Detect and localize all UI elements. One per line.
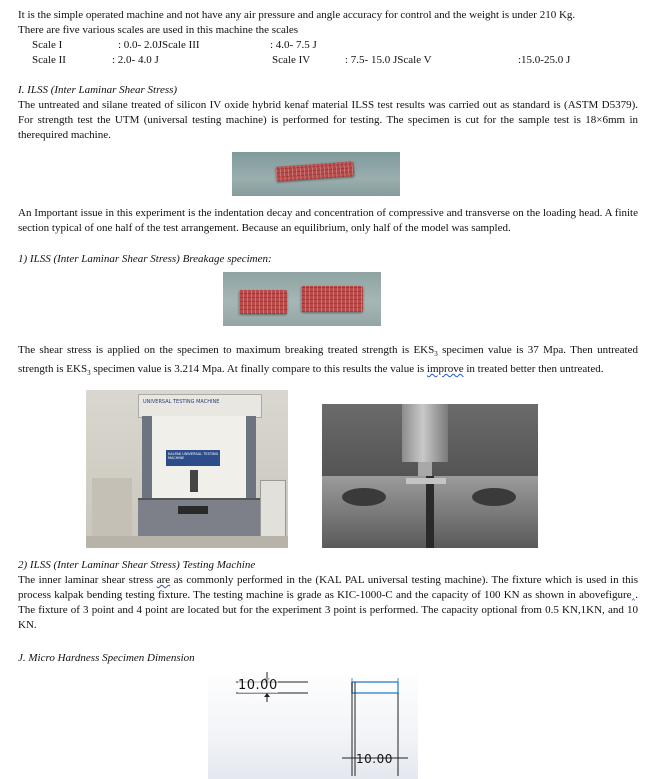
intro-line-2: There are five various scales are used in this machine the scales [18,24,299,36]
breakage-specimen-photo [223,272,381,326]
dimension-top-value: 10.00 [238,678,278,693]
scale-1-3-text: : 0.0- 2.0JScale III [118,39,200,51]
shear-text-2: specimen value is 37 Mpa. Then untreated strength is EKS [18,344,638,376]
scale-3-value: : 4.0- 7.5 J [270,39,317,51]
fixture-support-block [322,476,538,548]
dimension-specimen-box [352,682,398,693]
shear-text-1: The shear stress is applied on the specimen to maximum breaking treated strength is EKS [18,344,435,356]
scale-4-5-text: : 7.5- 15.0 JScale V [345,54,432,66]
fixture-gap [426,476,434,548]
shear-sub-2: 3 [87,369,91,378]
utm-banner: UNIVERSAL TESTING MACHINE [143,399,220,405]
utm-side-cabinet [260,480,286,538]
shear-text-4: in treated better then untreated. [463,363,604,376]
specimen-photo [232,152,400,196]
section-2-text-1: The inner laminar shear stress [18,574,157,586]
utm-side-equipment [92,478,132,536]
section-j-heading: J. Micro Hardness Specimen Dimension [18,652,195,664]
caret-mark: ‸ [631,589,636,601]
scale-2-value: : 2.0- 4.0 J [112,54,159,66]
dimension-bottom-value: 10.00 [356,752,393,766]
utm-control-panel [166,450,220,466]
section-2-are-word: are [156,574,171,586]
fixture-hole-right [472,488,516,506]
shear-stress-paragraph [18,343,638,381]
section-1-heading: 1) ILSS (Inter Laminar Shear Stress) Breakage specimen: [18,253,272,265]
shear-sub-1: 3 [434,350,438,359]
indentation-paragraph: An Important issue in this experiment is the indentation decay and concentration of compressive and transverse on the loading head. A finite section typical of one half of the test arrangement. Because an equilibrium, only half of the model was sampled. [18,207,638,234]
broken-specimen-right [301,286,363,312]
dimension-arrowhead-bottom [264,693,270,697]
fixture-closeup-photo [322,404,538,548]
utm-base [138,498,260,538]
section-2-paragraph [18,573,638,633]
dimension-drawing [208,668,418,779]
specimen-strip [276,161,355,181]
utm-panel-label: KALPAK UNIVERSAL TESTING MACHINE [168,452,219,460]
utm-machine-photo [86,390,288,548]
utm-base-display [178,506,208,514]
section-i-heading: I. ILSS (Inter Laminar Shear Stress) [18,84,178,96]
utm-top-crossbar [138,394,262,418]
section-2-text-2: as commonly performed in the (KAL PAL universal testing machine). The fixture which is used in this process kalpak bending testing fixture. The testing machine is grade as KIC-1000-C and the capacity of 100 KN as shown in abovefigure [18,574,639,601]
fixture-specimen [406,478,446,484]
section-i-paragraph: The untreated and silane treated of silicon IV oxide hybrid kenaf material ILSS test results was carried out as standard is (ASTM D5379). For strength test the UTM (universal testing machine) is performed for testing. The specimen is cut for the sample test is 18×6mm in therequired machine. [18,99,638,141]
scale-2-name: Scale II [32,54,66,66]
intro-paragraph [18,8,638,38]
section-2-heading: 2) ILSS (Inter Laminar Shear Stress) Testing Machine [18,559,256,571]
shear-text-3: specimen value is 3.214 Mpa. At finally compare to this results the value is [90,363,427,376]
utm-floor [86,536,288,548]
intro-line-1: It is the simple operated machine and not have any air pressure and angle accuracy for control and the weight is under 210 Kg. [18,9,576,21]
broken-specimen-left [239,290,287,314]
fixture-loading-head [402,404,448,462]
fixture-hole-left [342,488,386,506]
scale-5-value: :15.0-25.0 J [518,54,571,66]
utm-fixture [190,470,198,492]
scale-4-name: Scale IV [272,54,311,66]
scale-1-name: Scale I [32,39,63,51]
shear-improve-word: improve [426,363,464,376]
section-2-text-3: . The fixture of 3 point and 4 point are located but for the experiment 3 point is performed. The capacity optional from 0.5 KN,1KN, and 10 KN. [18,589,638,631]
